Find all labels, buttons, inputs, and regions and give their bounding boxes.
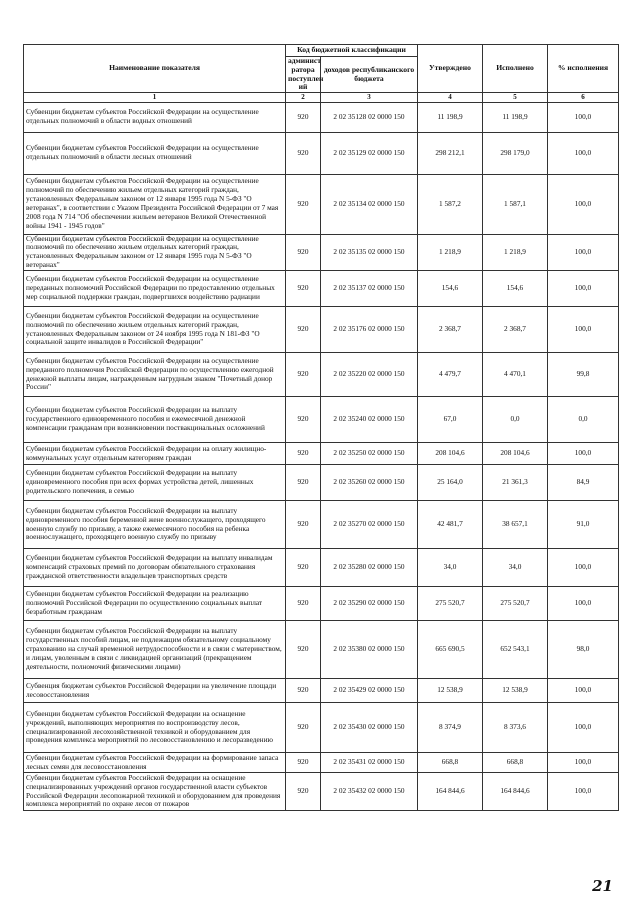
row-percent: 91,0 [548,501,619,549]
row-admin-code: 920 [286,234,321,271]
header-executed: Исполнено [483,45,548,93]
row-name: Субвенции бюджетам субъектов Российской Федерации на оплату жилищно-коммунальных услуг отдельным категориям граждан [24,443,286,465]
row-income-code: 2 02 35240 02 0000 150 [321,397,418,443]
row-name: Субвенции бюджетам субъектов Российской Федерации на осуществление отдельных полномочий в области водных отношений [24,102,286,132]
row-income-code: 2 02 35431 02 0000 150 [321,753,418,773]
row-executed: 34,0 [483,549,548,587]
header-execution-percent: % исполнения [548,45,619,93]
column-number: 1 [24,93,286,103]
row-name: Субвенции бюджетам субъектов Российской Федерации на формирование запаса лесных семян для лесовосстановления [24,753,286,773]
column-number: 5 [483,93,548,103]
table-row [24,621,619,679]
row-percent: 100,0 [548,234,619,271]
row-approved: 275 520,7 [418,587,483,621]
row-executed: 208 104,6 [483,443,548,465]
column-numbers-row [24,93,619,103]
row-income-code: 2 02 35135 02 0000 150 [321,234,418,271]
row-percent: 99,8 [548,353,619,397]
row-name: Субвенции бюджетам субъектов Российской Федерации на осуществление отдельных полномочий в области лесных отношений [24,132,286,174]
table-row [24,773,619,811]
table-row [24,102,619,132]
row-approved: 1 218,9 [418,234,483,271]
row-percent: 98,0 [548,621,619,679]
row-percent: 100,0 [548,703,619,753]
row-approved: 298 212,1 [418,132,483,174]
row-executed: 154,6 [483,271,548,307]
row-name: Субвенции бюджетам субъектов Российской Федерации на выплату единовременного пособия при всех формах устройства детей, лишенных родительского попечения, в семью [24,465,286,501]
row-percent: 100,0 [548,549,619,587]
row-admin-code: 920 [286,353,321,397]
row-approved: 11 198,9 [418,102,483,132]
row-name: Субвенции бюджетам субъектов Российской Федерации на реализацию полномочий Российской Федерации по осуществлению социальных выплат безработным гражданам [24,587,286,621]
row-admin-code: 920 [286,465,321,501]
header-republican-budget-income: доходов республиканского бюджета [321,57,418,93]
row-income-code: 2 02 35260 02 0000 150 [321,465,418,501]
row-name: Субвенции бюджетам субъектов Российской Федерации на выплату государственного единовременного пособия и ежемесячной денежной компенсации гражданам при возникновении поствакцинальных осложнений [24,397,286,443]
row-approved: 4 479,7 [418,353,483,397]
row-name: Субвенция бюджетам субъектов Российской Федерации на увеличение площади лесовосстановления [24,679,286,703]
row-admin-code: 920 [286,501,321,549]
column-number: 2 [286,93,321,103]
row-income-code: 2 02 35429 02 0000 150 [321,679,418,703]
row-admin-code: 920 [286,679,321,703]
row-income-code: 2 02 35430 02 0000 150 [321,703,418,753]
row-executed: 298 179,0 [483,132,548,174]
row-income-code: 2 02 35432 02 0000 150 [321,773,418,811]
row-executed: 11 198,9 [483,102,548,132]
row-admin-code: 920 [286,703,321,753]
row-income-code: 2 02 35129 02 0000 150 [321,132,418,174]
row-income-code: 2 02 35137 02 0000 150 [321,271,418,307]
row-approved: 208 104,6 [418,443,483,465]
header-budget-classification-code: Код бюджетной классификации [286,45,418,57]
row-approved: 164 844,6 [418,773,483,811]
table-row [24,353,619,397]
row-name: Субвенции бюджетам субъектов Российской Федерации на выплату единовременного пособия беременной жене военнослужащего, проходящего военную службу по призыву, а также ежемесячного пособия на ребенка военнослужащего, проходящего военную службу по призыву [24,501,286,549]
column-number: 4 [418,93,483,103]
row-admin-code: 920 [286,587,321,621]
row-admin-code: 920 [286,443,321,465]
row-name: Субвенции бюджетам субъектов Российской Федерации на осуществление полномочий по обеспечению жильем отдельных категорий граждан, установленных Федеральным законом от 12 января 1995 года N 5-ФЗ "О ветеранах" [24,234,286,271]
row-percent: 0,0 [548,397,619,443]
row-percent: 100,0 [548,679,619,703]
row-income-code: 2 02 35280 02 0000 150 [321,549,418,587]
row-income-code: 2 02 35128 02 0000 150 [321,102,418,132]
row-admin-code: 920 [286,549,321,587]
row-admin-code: 920 [286,773,321,811]
row-percent: 100,0 [548,102,619,132]
table-row [24,753,619,773]
row-income-code: 2 02 35250 02 0000 150 [321,443,418,465]
row-admin-code: 920 [286,271,321,307]
table-row [24,397,619,443]
table-row [24,234,619,271]
row-executed: 652 543,1 [483,621,548,679]
row-percent: 84,9 [548,465,619,501]
row-percent: 100,0 [548,753,619,773]
row-executed: 0,0 [483,397,548,443]
row-admin-code: 920 [286,174,321,234]
row-approved: 25 164,0 [418,465,483,501]
row-executed: 12 538,9 [483,679,548,703]
row-executed: 164 844,6 [483,773,548,811]
page-number: 21 [592,877,613,895]
report-rows [24,102,619,811]
column-number: 6 [548,93,619,103]
row-name: Субвенции бюджетам субъектов Российской Федерации на осуществление полномочий по обеспечению жильем отдельных категорий граждан, установленных Федеральным законом от 12 января 1995 года N 5-ФЗ "О ветеранах", в соответствии с Указом Президента Российской Федерации от 7 мая 2008 года N 714 "Об обеспечении жильем ветеранов Великой Отечественной войны 1941 - 1945 годов" [24,174,286,234]
row-income-code: 2 02 35290 02 0000 150 [321,587,418,621]
row-admin-code: 920 [286,621,321,679]
table-row [24,174,619,234]
row-income-code: 2 02 35380 02 0000 150 [321,621,418,679]
row-executed: 275 520,7 [483,587,548,621]
row-name: Субвенции бюджетам субъектов Российской Федерации на осуществление переданного полномочия Российской Федерации по осуществлению ежегодной денежной выплаты лицам, награжденным нагрудным знаком "Почетный донор России" [24,353,286,397]
row-name: Субвенции бюджетам субъектов Российской Федерации на выплату инвалидам компенсаций страховых премий по договорам обязательного страхования гражданской ответственности владельцев транспортных средств [24,549,286,587]
row-percent: 100,0 [548,271,619,307]
header-administrator: админист ратора поступлен ий [286,57,321,93]
row-admin-code: 920 [286,132,321,174]
row-approved: 1 587,2 [418,174,483,234]
table-row [24,271,619,307]
row-name: Субвенции бюджетам субъектов Российской Федерации на оснащение специализированных учреждений органов государственной власти субъектов Российской Федерации лесопожарной техникой и оборудованием для проведения комплекса мероприятий по охране лесов от пожаров [24,773,286,811]
row-executed: 1 587,1 [483,174,548,234]
row-executed: 4 470,1 [483,353,548,397]
row-approved: 154,6 [418,271,483,307]
header-approved: Утверждено [418,45,483,93]
budget-report-table [23,44,619,811]
row-approved: 8 374,9 [418,703,483,753]
row-name: Субвенции бюджетам субъектов Российской Федерации на осуществление полномочий по обеспечению жильем отдельных категорий граждан, установленных Федеральным законом от 24 ноября 1995 года N 181-ФЗ "О социальной защите инвалидов в Российской Федерации" [24,307,286,353]
row-income-code: 2 02 35220 02 0000 150 [321,353,418,397]
row-approved: 67,0 [418,397,483,443]
row-admin-code: 920 [286,397,321,443]
column-number: 3 [321,93,418,103]
table-row [24,587,619,621]
row-income-code: 2 02 35270 02 0000 150 [321,501,418,549]
row-percent: 100,0 [548,773,619,811]
row-approved: 34,0 [418,549,483,587]
table-row [24,465,619,501]
table-row [24,549,619,587]
header-indicator-name: Наименование показателя [24,45,286,93]
row-percent: 100,0 [548,174,619,234]
row-admin-code: 920 [286,753,321,773]
row-executed: 38 657,1 [483,501,548,549]
row-name: Субвенции бюджетам субъектов Российской Федерации на осуществление переданных полномочий Российской Федерации по предоставлению отдельных мер социальной поддержки граждан, подвергшихся воздействию радиации [24,271,286,307]
row-percent: 100,0 [548,587,619,621]
table-row [24,132,619,174]
row-percent: 100,0 [548,132,619,174]
row-income-code: 2 02 35134 02 0000 150 [321,174,418,234]
row-executed: 2 368,7 [483,307,548,353]
row-executed: 8 373,6 [483,703,548,753]
row-admin-code: 920 [286,102,321,132]
table-row [24,307,619,353]
row-name: Субвенции бюджетам субъектов Российской Федерации на выплату государственных пособий лицам, не подлежащим обязательному социальному страхованию на случай временной нетрудоспособности и в связи с материнством, и лицам, уволенным в связи с ликвидацией организаций (прекращением деятельности, полномочий физическими лицами) [24,621,286,679]
row-executed: 668,8 [483,753,548,773]
row-approved: 42 481,7 [418,501,483,549]
row-admin-code: 920 [286,307,321,353]
row-executed: 21 361,3 [483,465,548,501]
row-approved: 665 690,5 [418,621,483,679]
table-row [24,443,619,465]
table-row [24,703,619,753]
row-income-code: 2 02 35176 02 0000 150 [321,307,418,353]
row-name: Субвенции бюджетам субъектов Российской Федерации на оснащение учреждений, выполняющих мероприятия по воспроизводству лесов, специализированной лесохозяйственной техникой и оборудованием для проведения комплекса мероприятий по лесовосстановлению и лесоразведению [24,703,286,753]
row-approved: 668,8 [418,753,483,773]
table-row [24,501,619,549]
row-percent: 100,0 [548,443,619,465]
row-approved: 2 368,7 [418,307,483,353]
row-percent: 100,0 [548,307,619,353]
row-executed: 1 218,9 [483,234,548,271]
row-approved: 12 538,9 [418,679,483,703]
table-row [24,679,619,703]
